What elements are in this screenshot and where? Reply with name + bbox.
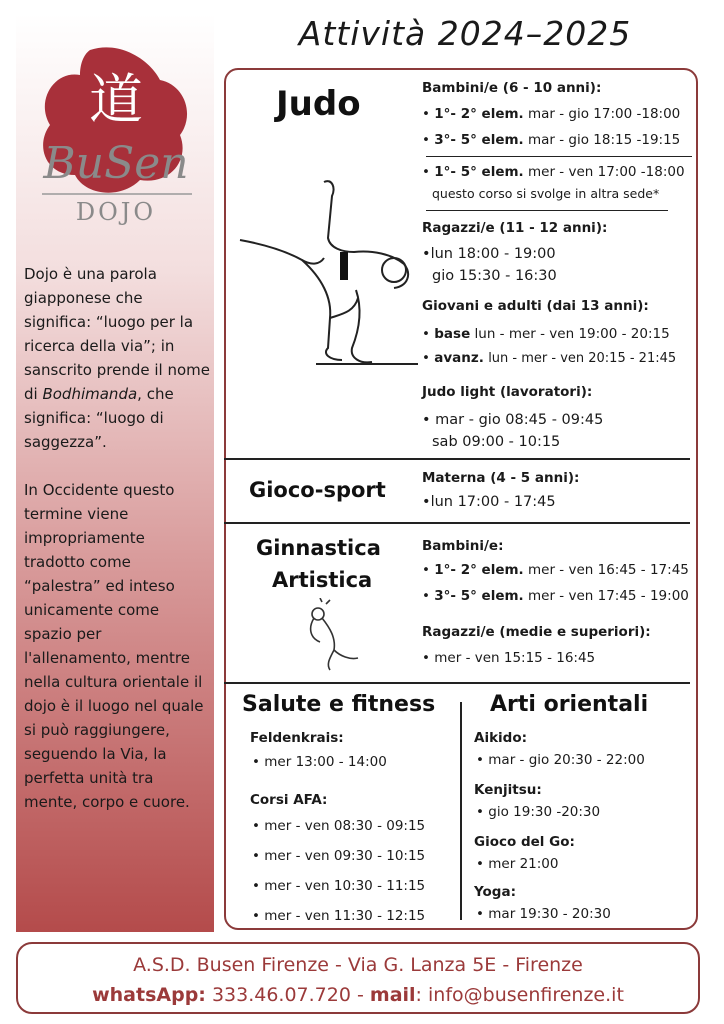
gioco-sport-title: Gioco-sport: [249, 478, 386, 502]
email-link[interactable]: info@busenfirenze.it: [428, 984, 624, 1006]
ginnastica-title-line-1: Ginnastica: [256, 536, 381, 560]
judo-title: Judo: [276, 84, 361, 124]
whatsapp-label: whatsApp:: [92, 984, 206, 1006]
section-divider: [224, 682, 690, 684]
judo-giovani-row-1: • base lun - mer - ven 19:00 - 20:15: [422, 326, 670, 342]
feldenkrais-row: • mer 13:00 - 14:00: [252, 754, 387, 770]
judo-ragazzi-row-1: •lun 18:00 - 19:00: [422, 246, 556, 262]
afa-row-1: • mer - ven 08:30 - 09:15: [252, 818, 426, 834]
busen-logo: [20, 40, 210, 230]
salute-title: Salute e fitness: [242, 692, 436, 717]
judo-bambini-heading: Bambini/e (6 - 10 anni):: [422, 80, 602, 96]
afa-row-4: • mer - ven 11:30 - 12:15: [252, 908, 426, 924]
sidebar-paragraph-1: Dojo è una parola giapponese che significa: “luogo per la ricerca della via”; in sanscrito prende il nome di Bodhimanda, che significa: “luogo di saggezza”.: [24, 265, 210, 451]
ginnastica-row-1: • 1°- 2° elem. mer - ven 16:45 - 17:45: [422, 562, 689, 578]
yoga-heading: Yoga:: [474, 884, 516, 900]
mail-label: mail: [369, 984, 416, 1006]
bodhimanda-term: Bodhimanda: [42, 385, 138, 403]
gymnast-illustration: [300, 598, 364, 672]
judo-giovani-heading: Giovani e adulti (dai 13 anni):: [422, 298, 649, 314]
judo-bambini-row-1: • 1°- 2° elem. mar - gio 17:00 -18:00: [422, 106, 681, 122]
judo-light-row-1: • mar - gio 08:45 - 09:45: [422, 412, 604, 428]
phone-number[interactable]: 333.46.07.720: [211, 984, 351, 1006]
column-divider: [460, 702, 462, 920]
section-divider: [224, 522, 690, 524]
kenjitsu-row: • gio 19:30 -20:30: [476, 804, 601, 820]
arti-title: Arti orientali: [490, 692, 649, 717]
gioco-row-1: •lun 17:00 - 17:45: [422, 494, 556, 510]
afa-row-3: • mer - ven 10:30 - 11:15: [252, 878, 426, 894]
judo-giovani-row-2: • avanz. lun - mer - ven 20:15 - 21:45: [422, 350, 677, 366]
logo-brand: BuSen: [43, 138, 189, 189]
judo-light-heading: Judo light (lavoratori):: [422, 384, 593, 400]
kenjitsu-heading: Kenjitsu:: [474, 782, 542, 798]
divider: [426, 210, 668, 211]
afa-heading: Corsi AFA:: [250, 792, 328, 808]
ginnastica-row-3: • mer - ven 15:15 - 16:45: [422, 650, 596, 666]
aikido-row: • mar - gio 20:30 - 22:00: [476, 752, 645, 768]
divider: [426, 156, 692, 157]
judo-light-row-2: sab 09:00 - 10:15: [432, 434, 561, 450]
judo-throw-illustration: [232, 178, 420, 374]
logo-subtitle: DOJO: [75, 198, 157, 226]
page-title: Attività 2024–2025: [298, 14, 632, 53]
judo-bambini-row-2: • 3°- 5° elem. mar - gio 18:15 -19:15: [422, 132, 681, 148]
logo-kanji: 道: [89, 68, 143, 131]
yoga-row: • mar 19:30 - 20:30: [476, 906, 611, 922]
afa-row-2: • mer - ven 09:30 - 10:15: [252, 848, 426, 864]
ginnastica-ragazzi-heading: Ragazzi/e (medie e superiori):: [422, 624, 651, 640]
sidebar-paragraph-2: In Occidente questo termine viene impropriamente tradotto come “palestra” ed inteso unicamente come spazio per l'allenamento, mentre nella cultura orientale il dojo è il luogo nel quale si può raggiungere, seguendo la Via, la perfetta unità tra mente, corpo e cuore.: [24, 481, 204, 811]
feldenkrais-heading: Feldenkrais:: [250, 730, 344, 746]
judo-bambini-row-3: • 1°- 5° elem. mer - ven 17:00 -18:00: [422, 164, 685, 180]
footer-contacts: whatsApp: 333.46.07.720 - mail: info@busenfirenze.it: [92, 984, 624, 1006]
judo-ragazzi-heading: Ragazzi/e (11 - 12 anni):: [422, 220, 608, 236]
ginnastica-bambini-heading: Bambini/e:: [422, 538, 504, 554]
sidebar-description: [24, 262, 210, 838]
ginnastica-row-2: • 3°- 5° elem. mer - ven 17:45 - 19:00: [422, 588, 689, 604]
gioco-materna-heading: Materna (4 - 5 anni):: [422, 470, 580, 486]
logo-graphic: [20, 40, 210, 230]
aikido-heading: Aikido:: [474, 730, 528, 746]
go-row: • mer 21:00: [476, 856, 559, 872]
judo-ragazzi-row-2: gio 15:30 - 16:30: [432, 268, 557, 284]
go-heading: Gioco del Go:: [474, 834, 575, 850]
ginnastica-title-line-2: Artistica: [272, 568, 373, 592]
footer-address: A.S.D. Busen Firenze - Via G. Lanza 5E - Firenze: [133, 954, 583, 976]
section-divider: [224, 458, 690, 460]
judo-sede-note: questo corso si svolge in altra sede*: [432, 186, 660, 201]
